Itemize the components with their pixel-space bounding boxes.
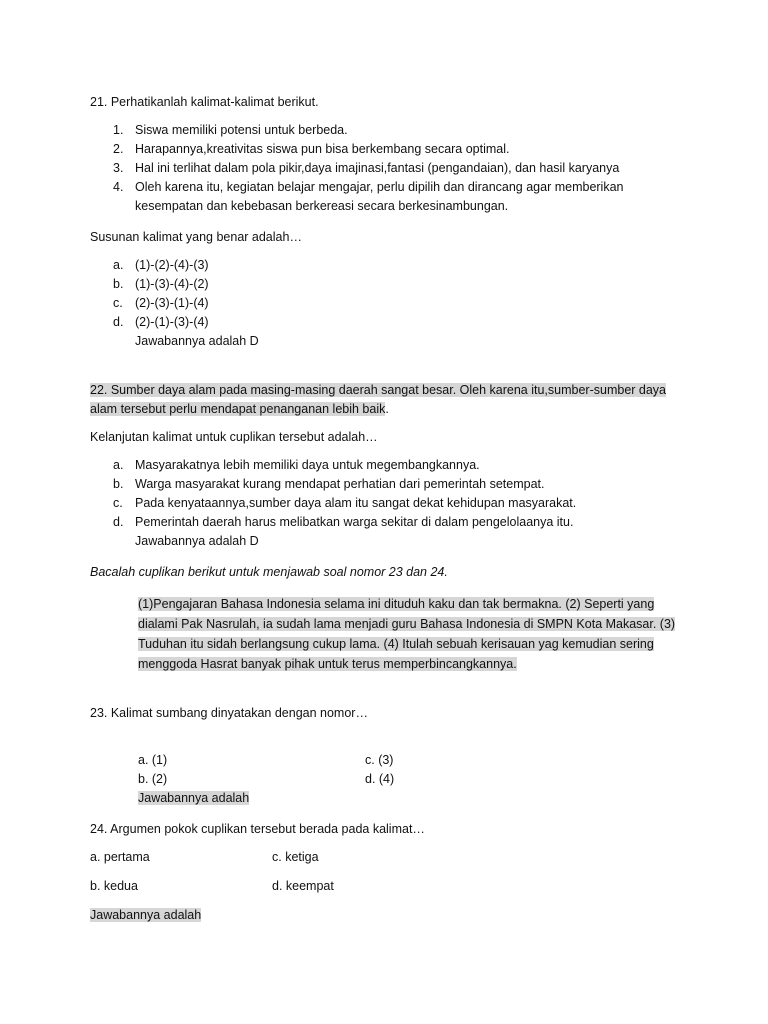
list-item: 1. Siswa memiliki potensi untuk berbeda.: [113, 123, 348, 137]
q22-options: [90, 456, 680, 532]
option-a: a. (1)-(2)-(4)-(3): [113, 258, 209, 272]
option-b: b. kedua: [90, 879, 138, 893]
option-a: a. (1): [138, 753, 168, 767]
q22-title: 22. Sumber daya alam pada masing-masing daerah sangat besar. Oleh karena itu,sumber-sumber daya alam tersebut perlu mendapat penanganan lebih baik.: [90, 383, 667, 416]
passage: [138, 594, 678, 674]
instruction: Bacalah cuplikan berikut untuk menjawab soal nomor 23 dan 24.: [90, 565, 448, 579]
option-d: d. Pemerintah daerah harus melibatkan warga sekitar di dalam pengelolaanya itu.: [113, 515, 574, 529]
q23-options: [138, 751, 680, 808]
option-d: d. (4): [365, 772, 395, 786]
option-d: d. (2)-(1)-(3)-(4): [113, 315, 209, 329]
q21-prompt: Susunan kalimat yang benar adalah…: [90, 230, 302, 244]
option-b: b. Warga masyarakat kurang mendapat perhatian dari pemerintah setempat.: [113, 477, 545, 491]
option-d: d. keempat: [272, 879, 334, 893]
list-item: 3. Hal ini terlihat dalam pola pikir,daya imajinasi,fantasi (pengandaian), dan hasil karyanya: [113, 161, 620, 175]
q21-title: 21. Perhatikanlah kalimat-kalimat berikut.: [90, 95, 319, 109]
q23-title: 23. Kalimat sumbang dinyatakan dengan nomor…: [90, 706, 368, 720]
option-c: c. (3): [365, 753, 394, 767]
q24-options-row1: [90, 848, 680, 867]
list-item: 2. Harapannya,kreativitas siswa pun bisa berkembang secara optimal.: [113, 142, 510, 156]
option-b: b. (2): [138, 772, 168, 786]
q21-statement-list: [90, 121, 680, 216]
q24-answer: Jawabannya adalah: [90, 908, 202, 922]
passage-text: (1)Pengajaran Bahasa Indonesia selama ini dituduh kaku dan tak bermakna. (2) Seperti yang dialami Pak Nasrulah, ia sudah lama menjadi guru Bahasa Indonesia di SMPN Kota Makasar. (3) Tuduhan itu sidah berlangsung cukup lama. (4) Itulah sebuah kerisauan yag kemudian sering menggoda Hasrat banyak pihak untuk terus memperbincangkannya.: [138, 597, 676, 671]
document-page: [90, 93, 680, 925]
option-a: a. pertama: [90, 850, 150, 864]
q24-options-row2: [90, 877, 680, 896]
q22-prompt: Kelanjutan kalimat untuk cuplikan tersebut adalah…: [90, 430, 378, 444]
q21-options: [90, 256, 680, 332]
option-c: c. (2)-(3)-(1)-(4): [113, 296, 209, 310]
q24-title: 24. Argumen pokok cuplikan tersebut berada pada kalimat…: [90, 822, 425, 836]
option-a: a. Masyarakatnya lebih memiliki daya untuk megembangkannya.: [113, 458, 480, 472]
list-item: 4. Oleh karena itu, kegiatan belajar mengajar, perlu dipilih dan dirancang agar memberikan kesempatan dan kebebasan berkereasi secara berkesinambungan.: [113, 180, 624, 213]
q22-title-highlight: 22. Sumber daya alam pada masing-masing daerah sangat besar. Oleh karena itu,sumber-sumber daya alam tersebut perlu mendapat penanganan lebih baik: [90, 383, 667, 416]
q21-answer: Jawabannya adalah D: [135, 334, 259, 348]
option-c: c. Pada kenyataannya,sumber daya alam itu sangat dekat kehidupan masyarakat.: [113, 496, 577, 510]
q22-answer: Jawabannya adalah D: [135, 534, 259, 548]
option-c: c. ketiga: [272, 850, 319, 864]
option-b: b. (1)-(3)-(4)-(2): [113, 277, 209, 291]
q23-answer: Jawabannya adalah: [138, 791, 250, 805]
